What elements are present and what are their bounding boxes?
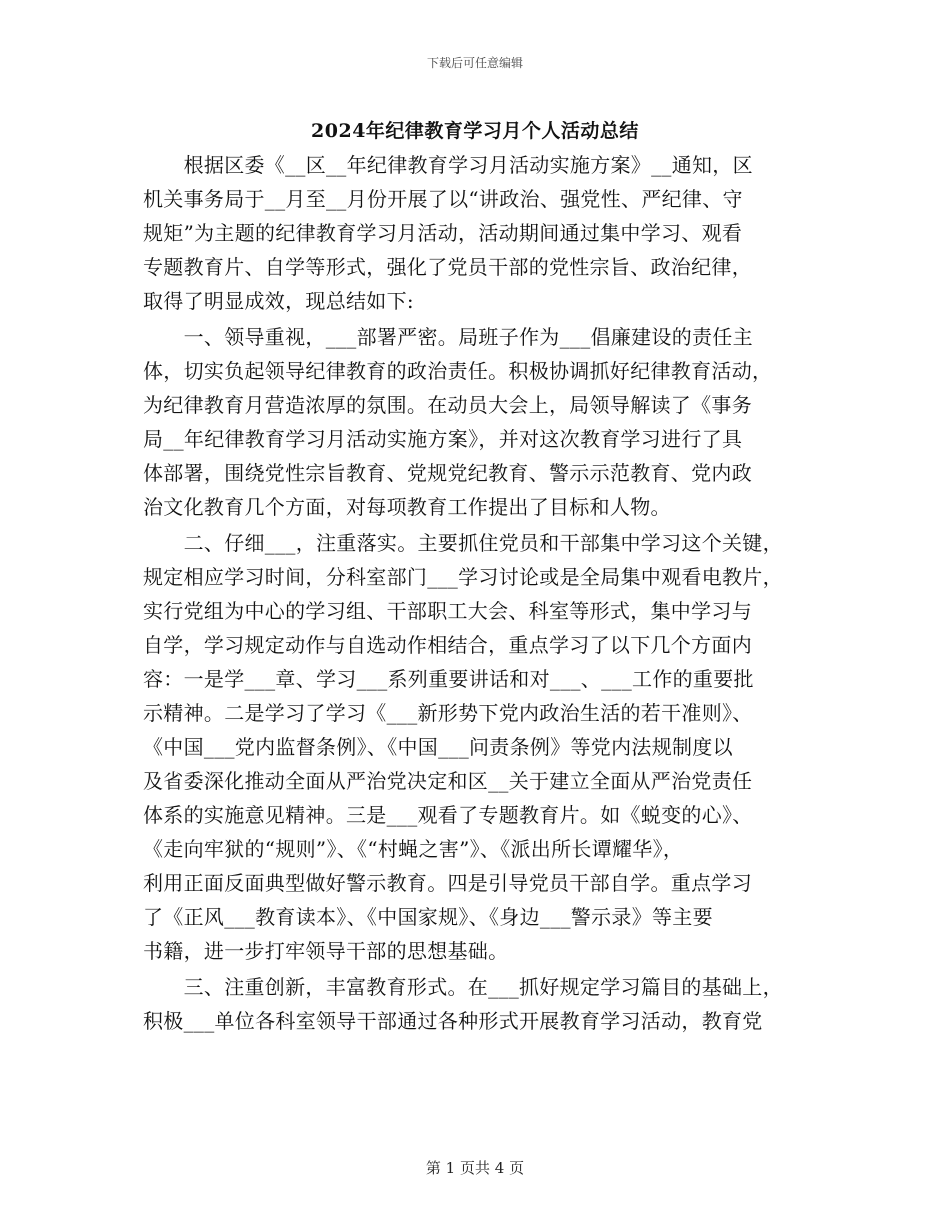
- body-line: 实行党组为中心的学习组、干部职工大会、科室等形式，集中学习与: [143, 599, 752, 623]
- body-line: 示精神。二是学习了学习《___新形势下党内政治生活的若干准则》、: [143, 701, 753, 725]
- body-line: 自学，学习规定动作与自选动作相结合，重点学习了以下几个方面内: [143, 633, 752, 657]
- header-note: 下载后可任意编辑: [426, 56, 523, 70]
- body-line: 规矩”为主题的纪律教育学习月活动，活动期间通过集中学习、观看: [143, 221, 743, 245]
- page-number: 第 1 页共 4 页: [425, 1159, 525, 1177]
- body-line: 二、仔细___，注重落实。主要抓住党员和干部集中学习这个关键，: [143, 531, 783, 555]
- body-line: 利用正面反面典型做好警示教育。四是引导党员干部自学。重点学习: [143, 871, 752, 895]
- body-line: 为纪律教育月营造浓厚的氛围。在动员大会上，局领导解读了《事务: [143, 393, 752, 417]
- body-line: 了《正风___教育读本》、《中国家规》、《身边___警示录》等主要: [143, 905, 713, 929]
- body-line: 书籍，进一步打牢领导干部的思想基础。: [143, 939, 509, 963]
- body-line: 体部署，围绕党性宗旨教育、党规党纪教育、警示示范教育、党内政: [143, 461, 752, 485]
- document-body: [143, 148, 807, 1038]
- body-line: 三、注重创新，丰富教育形式。在___抓好规定学习篇目的基础上，: [143, 975, 783, 999]
- body-line: 根据区委《__区__年纪律教育学习月活动实施方案》__通知，区: [143, 153, 753, 177]
- body-line: 一、领导重视，___部署严密。局班子作为___倡廉建设的责任主: [143, 325, 753, 349]
- body-line: 积极___单位各科室领导干部通过各种形式开展教育学习活动，教育党: [143, 1009, 763, 1033]
- body-line: 局__年纪律教育学习月活动实施方案》，并对这次教育学习进行了具: [143, 427, 743, 451]
- body-line: 体，切实负起领导纪律教育的政治责任。积极协调抓好纪律教育活动，: [143, 359, 773, 383]
- body-line: 专题教育片、自学等形式，强化了党员干部的党性宗旨、政治纪律，: [143, 255, 752, 279]
- body-line: 体系的实施意见精神。三是___观看了专题教育片。如《蜕变的心》、: [143, 803, 753, 827]
- body-line: 《走向牢狱的“规则”》、《“村蝇之害”》、《派出所长谭耀华》，: [143, 837, 684, 861]
- document-title: 2024年纪律教育学习月个人活动总结: [311, 120, 639, 142]
- body-line: 机关事务局于__月至__月份开展了以“讲政治、强党性、严纪律、守: [143, 187, 743, 211]
- body-line: 治文化教育几个方面，对每项教育工作提出了目标和人物。: [143, 495, 671, 519]
- body-line: 容：一是学___章、学习___系列重要讲话和对___、___工作的重要批: [143, 667, 754, 691]
- body-line: 规定相应学习时间，分科室部门___学习讨论或是全局集中观看电教片，: [143, 565, 783, 589]
- body-line: 及省委深化推动全面从严治党决定和区__关于建立全面从严治党责任: [143, 769, 753, 793]
- body-line: 《中国___党内监督条例》、《中国___问责条例》等党内法规制度以: [143, 735, 733, 759]
- body-line: 取得了明显成效，现总结如下:: [143, 289, 414, 313]
